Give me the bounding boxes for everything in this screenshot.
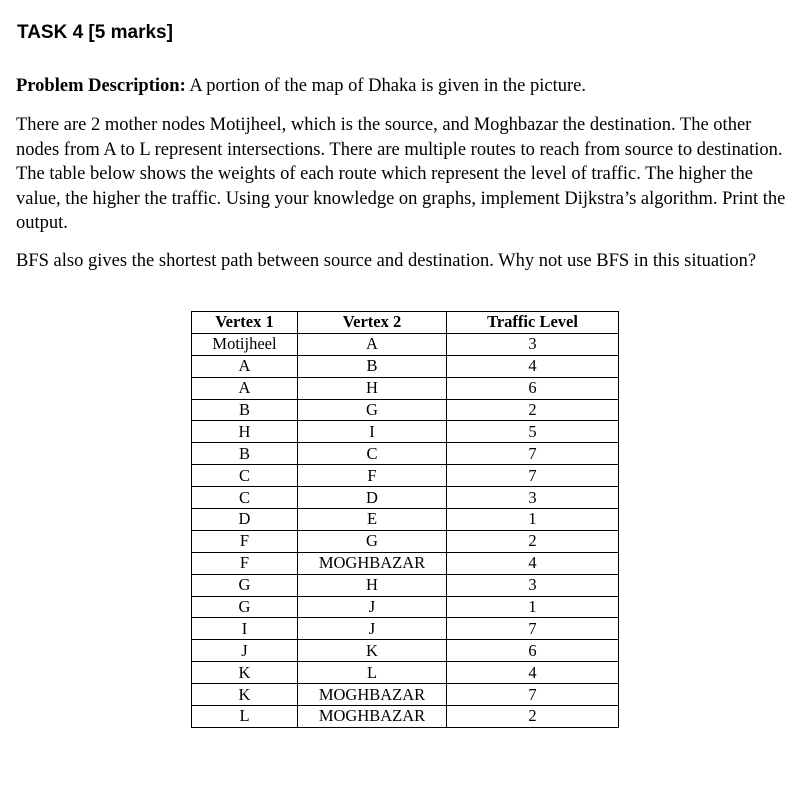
table-row: [192, 530, 619, 552]
header-vertex-1: Vertex 1: [192, 312, 298, 334]
cell-vertex-1: C: [192, 465, 298, 487]
cell-vertex-1: K: [192, 662, 298, 684]
cell-vertex-2: C: [298, 443, 447, 465]
table-row: [192, 333, 619, 355]
table-body: [192, 333, 619, 727]
bfs-question: BFS also gives the shortest path between source and destination. Why not use BFS in this situation?: [16, 251, 757, 271]
cell-vertex-2: H: [298, 574, 447, 596]
cell-vertex-2: MOGHBAZAR: [298, 706, 447, 728]
table-row: [192, 487, 619, 509]
cell-traffic-level: 2: [447, 530, 619, 552]
cell-vertex-2: A: [298, 333, 447, 355]
cell-vertex-1: F: [192, 552, 298, 574]
table-row: [192, 421, 619, 443]
cell-traffic-level: 5: [447, 421, 619, 443]
table-row: [192, 509, 619, 531]
cell-vertex-2: I: [298, 421, 447, 443]
cell-vertex-1: K: [192, 684, 298, 706]
cell-vertex-2: MOGHBAZAR: [298, 684, 447, 706]
cell-traffic-level: 7: [447, 465, 619, 487]
cell-vertex-1: G: [192, 574, 298, 596]
cell-vertex-1: Motijheel: [192, 333, 298, 355]
header-vertex-2: Vertex 2: [298, 312, 447, 334]
cell-vertex-1: I: [192, 618, 298, 640]
cell-vertex-1: J: [192, 640, 298, 662]
cell-vertex-1: A: [192, 377, 298, 399]
cell-vertex-2: D: [298, 487, 447, 509]
table-row: [192, 377, 619, 399]
cell-traffic-level: 6: [447, 377, 619, 399]
cell-vertex-2: K: [298, 640, 447, 662]
cell-vertex-2: MOGHBAZAR: [298, 552, 447, 574]
cell-vertex-2: L: [298, 662, 447, 684]
cell-vertex-2: J: [298, 618, 447, 640]
cell-vertex-2: J: [298, 596, 447, 618]
cell-traffic-level: 3: [447, 333, 619, 355]
table-row: [192, 443, 619, 465]
problem-description: [16, 74, 788, 99]
table-row: [192, 574, 619, 596]
cell-vertex-2: G: [298, 530, 447, 552]
cell-vertex-2: G: [298, 399, 447, 421]
table-row: [192, 706, 619, 728]
cell-vertex-1: L: [192, 706, 298, 728]
table-row: [192, 596, 619, 618]
cell-traffic-level: 7: [447, 443, 619, 465]
cell-vertex-2: E: [298, 509, 447, 531]
cell-traffic-level: 2: [447, 399, 619, 421]
cell-vertex-1: B: [192, 443, 298, 465]
cell-traffic-level: 7: [447, 618, 619, 640]
table-row: [192, 465, 619, 487]
cell-traffic-level: 3: [447, 487, 619, 509]
cell-traffic-level: 2: [447, 706, 619, 728]
cell-vertex-1: C: [192, 487, 298, 509]
table-header-row: [192, 312, 619, 334]
table-row: [192, 552, 619, 574]
cell-vertex-1: B: [192, 399, 298, 421]
cell-vertex-1: H: [192, 421, 298, 443]
table-row: [192, 355, 619, 377]
cell-vertex-1: A: [192, 355, 298, 377]
table-row: [192, 684, 619, 706]
cell-traffic-level: 3: [447, 574, 619, 596]
cell-traffic-level: 1: [447, 596, 619, 618]
cell-vertex-2: H: [298, 377, 447, 399]
traffic-table: [191, 311, 619, 728]
cell-traffic-level: 7: [447, 684, 619, 706]
cell-vertex-2: B: [298, 355, 447, 377]
problem-intro: A portion of the map of Dhaka is given in the picture.: [185, 76, 586, 96]
table-row: [192, 618, 619, 640]
table-row: [192, 640, 619, 662]
cell-vertex-1: G: [192, 596, 298, 618]
table-row: [192, 662, 619, 684]
cell-vertex-2: F: [298, 465, 447, 487]
cell-vertex-1: F: [192, 530, 298, 552]
cell-traffic-level: 4: [447, 552, 619, 574]
problem-label: Problem Description:: [16, 76, 186, 96]
cell-vertex-1: D: [192, 509, 298, 531]
header-traffic-level: Traffic Level: [447, 312, 619, 334]
table-row: [192, 399, 619, 421]
cell-traffic-level: 4: [447, 662, 619, 684]
task-title: TASK 4 [5 marks]: [17, 22, 173, 43]
problem-body: There are 2 mother nodes Motijheel, which is the source, and Moghbazar the destination. The other nodes from A to L represent intersections. There are multiple routes to reach from source to destination. The table below shows the weights of each route which represent the level of traffic. The higher the value, the higher the traffic. Using your knowledge on graphs, implement Dijkstra’s algorithm. Print the output.: [16, 115, 786, 233]
cell-traffic-level: 1: [447, 509, 619, 531]
cell-traffic-level: 6: [447, 640, 619, 662]
cell-traffic-level: 4: [447, 355, 619, 377]
